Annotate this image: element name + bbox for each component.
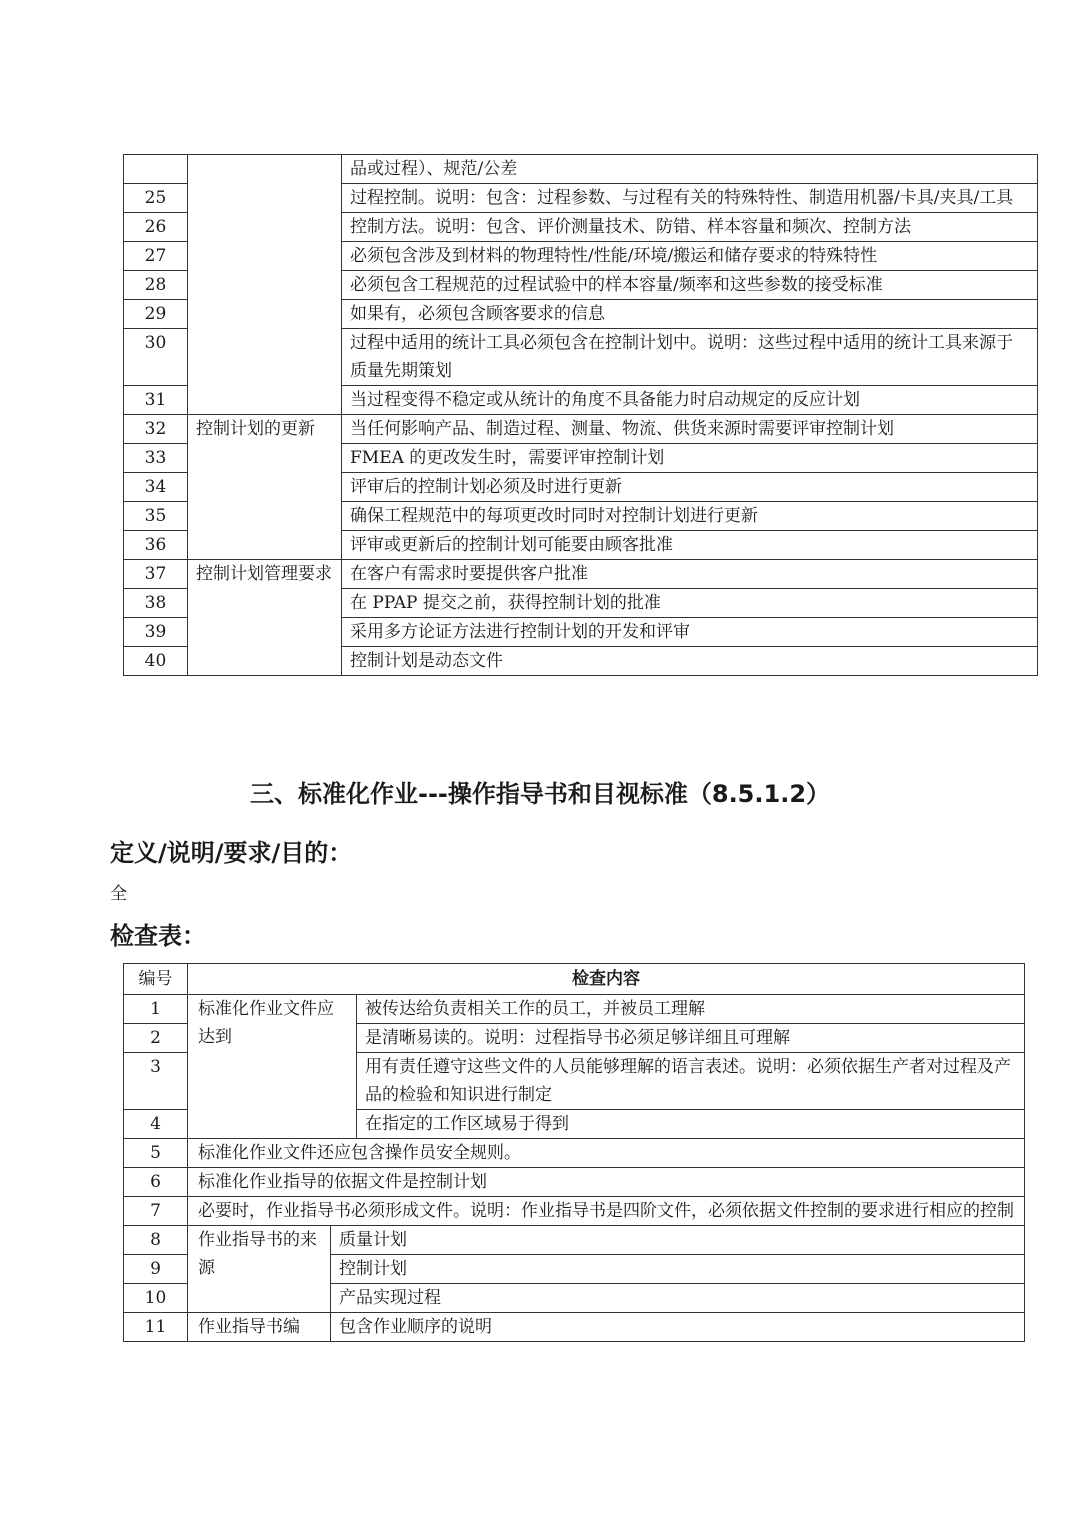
row-content: 是清晰易读的。说明：过程指导书必须足够详细且可理解 — [357, 1024, 1025, 1053]
table-row — [124, 1313, 1025, 1342]
row-content: 评审后的控制计划必须及时进行更新 — [342, 473, 1038, 502]
row-number: 32 — [124, 415, 188, 444]
row-content: 包含作业顺序的说明 — [331, 1313, 1025, 1342]
row-number: 5 — [124, 1139, 188, 1168]
row-number: 28 — [124, 271, 188, 300]
row-content: 质量计划 — [331, 1226, 1025, 1255]
row-number: 31 — [124, 386, 188, 415]
control-plan-checklist-table — [123, 154, 1038, 676]
row-content: 用有责任遵守这些文件的人员能够理解的语言表述。说明：必须依据生产者对过程及产品的检验和知识进行制定 — [357, 1053, 1025, 1110]
table-row — [124, 1168, 1025, 1197]
row-number: 25 — [124, 184, 188, 213]
row-category: 控制计划管理要求 — [188, 560, 342, 676]
header-number: 编号 — [124, 964, 188, 995]
row-number: 8 — [124, 1226, 188, 1255]
row-content: 在客户有需求时要提供客户批准 — [342, 560, 1038, 589]
row-number: 1 — [124, 995, 188, 1024]
standard-work-checklist-table — [123, 963, 1025, 1342]
row-number: 26 — [124, 213, 188, 242]
table-row — [124, 415, 1038, 444]
row-content: 品或过程）、规范/公差 — [342, 155, 1038, 184]
row-content: 控制计划是动态文件 — [342, 647, 1038, 676]
row-content: 必须包含工程规范的过程试验中的样本容量/频率和这些参数的接受标准 — [342, 271, 1038, 300]
row-content: 当过程变得不稳定或从统计的角度不具备能力时启动规定的反应计划 — [342, 386, 1038, 415]
row-content: 采用多方论证方法进行控制计划的开发和评审 — [342, 618, 1038, 647]
row-number: 3 — [124, 1053, 188, 1110]
row-number: 40 — [124, 647, 188, 676]
row-number: 38 — [124, 589, 188, 618]
definition-body: 全 — [110, 884, 127, 904]
row-number: 10 — [124, 1284, 188, 1313]
table-row — [124, 1197, 1025, 1226]
row-content: 必要时，作业指导书必须形成文件。说明：作业指导书是四阶文件，必须依据文件控制的要求进行相应的控制 — [188, 1197, 1025, 1226]
row-number: 11 — [124, 1313, 188, 1342]
row-category: 作业指导书的来源 — [188, 1226, 331, 1313]
row-content: 确保工程规范中的每项更改时同时对控制计划进行更新 — [342, 502, 1038, 531]
row-number: 36 — [124, 531, 188, 560]
row-content: 当任何影响产品、制造过程、测量、物流、供货来源时需要评审控制计划 — [342, 415, 1038, 444]
row-content: 控制计划 — [331, 1255, 1025, 1284]
checklist-heading: 检查表： — [110, 922, 206, 950]
row-number: 27 — [124, 242, 188, 271]
row-content: 控制方法。说明：包含、评价测量技术、防错、样本容量和频次、控制方法 — [342, 213, 1038, 242]
row-content: 被传达给负责相关工作的员工，并被员工理解 — [357, 995, 1025, 1024]
row-category — [188, 155, 342, 415]
row-number: 34 — [124, 473, 188, 502]
row-content: 过程中适用的统计工具必须包含在控制计划中。说明：这些过程中适用的统计工具来源于质量先期策划 — [342, 329, 1038, 386]
row-content: 标准化作业指导的依据文件是控制计划 — [188, 1168, 1025, 1197]
row-number: 39 — [124, 618, 188, 647]
row-number: 4 — [124, 1110, 188, 1139]
table-row — [124, 1226, 1025, 1255]
row-number: 35 — [124, 502, 188, 531]
row-content: 标准化作业文件还应包含操作员安全规则。 — [188, 1139, 1025, 1168]
row-content: FMEA 的更改发生时，需要评审控制计划 — [342, 444, 1038, 473]
row-number: 9 — [124, 1255, 188, 1284]
row-number — [124, 155, 188, 184]
row-category: 控制计划的更新 — [188, 415, 342, 560]
header-content: 检查内容 — [188, 964, 1025, 995]
row-number: 7 — [124, 1197, 188, 1226]
row-number: 33 — [124, 444, 188, 473]
table-header-row — [124, 964, 1025, 995]
row-content: 必须包含涉及到材料的物理特性/性能/环境/搬运和储存要求的特殊特性 — [342, 242, 1038, 271]
table-row — [124, 1139, 1025, 1168]
row-number: 30 — [124, 329, 188, 386]
row-number: 6 — [124, 1168, 188, 1197]
table-row — [124, 560, 1038, 589]
row-number: 2 — [124, 1024, 188, 1053]
table-row — [124, 995, 1025, 1024]
row-category: 标准化作业文件应达到 — [188, 995, 357, 1139]
row-content: 在 PPAP 提交之前，获得控制计划的批准 — [342, 589, 1038, 618]
row-content: 在指定的工作区域易于得到 — [357, 1110, 1025, 1139]
row-category: 作业指导书编 — [188, 1313, 331, 1342]
section-title: 三、标准化作业---操作指导书和目视标准（8.5.1.2） — [249, 780, 831, 808]
row-content: 过程控制。说明：包含：过程参数、与过程有关的特殊特性、制造用机器/卡具/夹具/工具 — [342, 184, 1038, 213]
row-content: 评审或更新后的控制计划可能要由顾客批准 — [342, 531, 1038, 560]
row-number: 29 — [124, 300, 188, 329]
row-content: 产品实现过程 — [331, 1284, 1025, 1313]
table-row — [124, 155, 1038, 184]
row-number: 37 — [124, 560, 188, 589]
row-content: 如果有，必须包含顾客要求的信息 — [342, 300, 1038, 329]
definition-heading: 定义/说明/要求/目的： — [110, 839, 353, 867]
